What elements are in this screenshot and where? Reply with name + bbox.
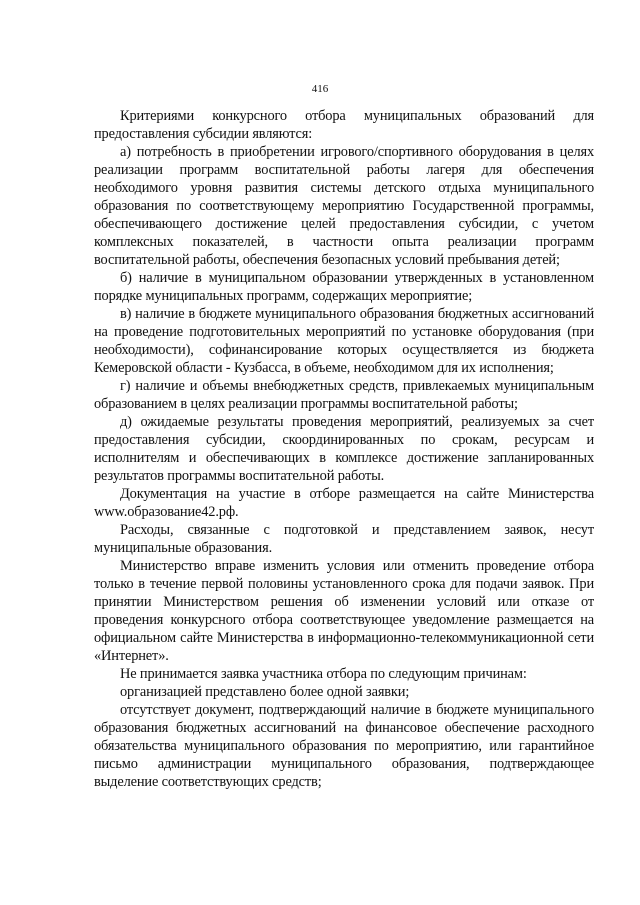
- paragraph-rejection-intro: Не принимается заявка участника отбора по следующим причинам:: [120, 666, 527, 682]
- paragraph-criterion-d: д) ожидаемые результаты проведения мероприятий, реализуемых за счет предоставления субсидии, скоординированных по срокам, ресурсам и исполнителям и обеспечивающих в комплексе достижение запланированных результатов программы воспитательной работы.: [94, 414, 594, 484]
- paragraph-rejection-reason-1: организацией представлено более одной заявки;: [120, 684, 410, 700]
- paragraph-criterion-b: б) наличие в муниципальном образовании утвержденных в установленном порядке муниципальных программ, содержащих мероприятие;: [94, 270, 594, 304]
- paragraph-documentation: Документация на участие в отборе размещается на сайте Министерства www.образование42.рф.: [94, 486, 594, 520]
- paragraph-criterion-g: г) наличие и объемы внебюджетных средств, привлекаемых муниципальным образованием в целях реализации программы воспитательной работы;: [94, 378, 594, 412]
- paragraph-criterion-a: а) потребность в приобретении игрового/спортивного оборудования в целях реализации программ воспитательной работы лагеря для обеспечения необходимого уровня развития системы детского отдыха муниципального образования по соответствующему мероприятию Государственной программы, обеспечивающего достижение целей предоставления субсидии, с учетом комплексных показателей, в частности опыта реализации программ воспитательной работы, обеспечения безопасных условий пребывания детей;: [94, 144, 594, 268]
- document-body: [94, 107, 594, 791]
- paragraph-expenses: Расходы, связанные с подготовкой и представлением заявок, несут муниципальные образования.: [94, 522, 594, 556]
- paragraph-ministry-rights: Министерство вправе изменить условия или отменить проведение отбора только в течение первой половины установленного срока для подачи заявок. При принятии Министерством решения об изменении условий или отказе от проведения конкурсного отбора соответствующее уведомление размещается на официальном сайте Министерства в информационно-телекоммуникационной сети «Интернет».: [94, 558, 594, 664]
- paragraph-criterion-v: в) наличие в бюджете муниципального образования бюджетных ассигнований на проведение подготовительных мероприятий по установке оборудования (при необходимости), софинансирование которых осуществляется из бюджета Кемеровской области - Кузбасса, в объеме, необходимом для их исполнения;: [94, 306, 594, 376]
- page-number: 416: [311, 83, 329, 95]
- paragraph-rejection-reason-2: отсутствует документ, подтверждающий наличие в бюджете муниципального образования бюджетных ассигнований на финансовое обеспечение расходного обязательства муниципального образования по мероприятию, или гарантийное письмо администрации муниципального образования, подтверждающее выделение соответствующих средств;: [94, 702, 594, 790]
- paragraph-criteria-intro: Критериями конкурсного отбора муниципальных образований для предоставления субсидии являются:: [94, 108, 594, 142]
